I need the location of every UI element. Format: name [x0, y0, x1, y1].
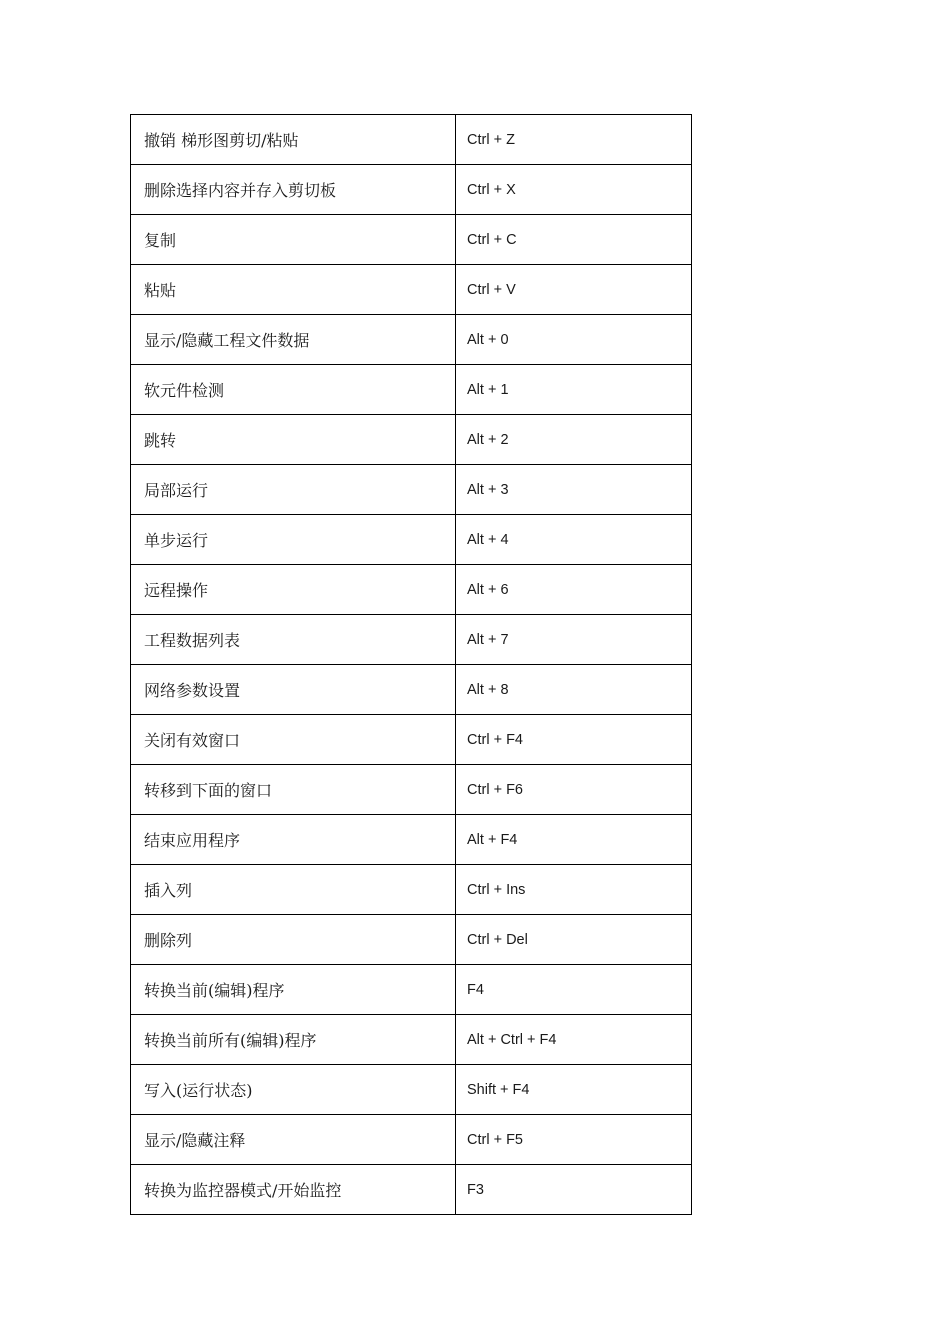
shortcut-table [130, 114, 692, 1215]
table-row [131, 265, 692, 315]
table-row [131, 615, 692, 665]
table-row [131, 565, 692, 615]
table-row [131, 465, 692, 515]
shortcut-keys-cell: Ctrl + C [456, 215, 692, 265]
table-row [131, 865, 692, 915]
table-row [131, 415, 692, 465]
shortcut-keys-cell: Alt + 3 [456, 465, 692, 515]
shortcut-keys-cell: Ctrl + X [456, 165, 692, 215]
shortcut-keys-cell: Ctrl + Del [456, 915, 692, 965]
shortcut-keys-cell: F4 [456, 965, 692, 1015]
shortcut-action-cell: 结束应用程序 [131, 815, 456, 865]
shortcut-keys-cell: Alt + 6 [456, 565, 692, 615]
table-row [131, 965, 692, 1015]
shortcut-action-cell: 删除选择内容并存入剪切板 [131, 165, 456, 215]
shortcut-keys-cell: Ctrl + F4 [456, 715, 692, 765]
shortcut-action-cell: 工程数据列表 [131, 615, 456, 665]
shortcut-keys-cell: Alt + 4 [456, 515, 692, 565]
table-row [131, 1015, 692, 1065]
shortcut-keys-cell: Shift + F4 [456, 1065, 692, 1115]
shortcut-action-cell: 写入(运行状态) [131, 1065, 456, 1115]
shortcut-action-cell: 远程操作 [131, 565, 456, 615]
table-row [131, 515, 692, 565]
table-row [131, 115, 692, 165]
shortcut-action-cell: 软元件检测 [131, 365, 456, 415]
shortcut-keys-cell: Alt + 8 [456, 665, 692, 715]
shortcut-keys-cell: Ctrl + Ins [456, 865, 692, 915]
shortcut-action-cell: 转移到下面的窗口 [131, 765, 456, 815]
shortcut-action-cell: 粘贴 [131, 265, 456, 315]
shortcut-keys-cell: Alt + 2 [456, 415, 692, 465]
table-row [131, 365, 692, 415]
shortcut-action-cell: 单步运行 [131, 515, 456, 565]
shortcut-action-cell: 撤销 梯形图剪切/粘贴 [131, 115, 456, 165]
shortcut-action-cell: 网络参数设置 [131, 665, 456, 715]
table-row [131, 665, 692, 715]
shortcut-action-cell: 转换为监控器模式/开始监控 [131, 1165, 456, 1215]
shortcut-keys-cell: Alt + 1 [456, 365, 692, 415]
shortcut-keys-cell: Ctrl + Z [456, 115, 692, 165]
table-row [131, 765, 692, 815]
shortcut-action-cell: 关闭有效窗口 [131, 715, 456, 765]
table-row [131, 315, 692, 365]
shortcut-action-cell: 局部运行 [131, 465, 456, 515]
shortcut-keys-cell: Alt + Ctrl + F4 [456, 1015, 692, 1065]
shortcut-keys-cell: Alt + F4 [456, 815, 692, 865]
shortcut-keys-cell: Ctrl + F5 [456, 1115, 692, 1165]
table-row [131, 165, 692, 215]
table-row [131, 815, 692, 865]
shortcut-action-cell: 转换当前所有(编辑)程序 [131, 1015, 456, 1065]
table-row [131, 915, 692, 965]
shortcut-keys-cell: Ctrl + V [456, 265, 692, 315]
shortcut-action-cell: 插入列 [131, 865, 456, 915]
shortcut-keys-cell: Alt + 0 [456, 315, 692, 365]
table-row [131, 1115, 692, 1165]
table-row [131, 215, 692, 265]
shortcut-action-cell: 显示/隐藏工程文件数据 [131, 315, 456, 365]
shortcut-action-cell: 转换当前(编辑)程序 [131, 965, 456, 1015]
table-row [131, 1165, 692, 1215]
shortcut-keys-cell: Ctrl + F6 [456, 765, 692, 815]
table-row [131, 715, 692, 765]
shortcut-table-body [131, 115, 692, 1215]
shortcut-keys-cell: F3 [456, 1165, 692, 1215]
table-row [131, 1065, 692, 1115]
shortcut-action-cell: 删除列 [131, 915, 456, 965]
shortcut-action-cell: 复制 [131, 215, 456, 265]
shortcut-action-cell: 跳转 [131, 415, 456, 465]
shortcut-action-cell: 显示/隐藏注释 [131, 1115, 456, 1165]
shortcut-keys-cell: Alt + 7 [456, 615, 692, 665]
